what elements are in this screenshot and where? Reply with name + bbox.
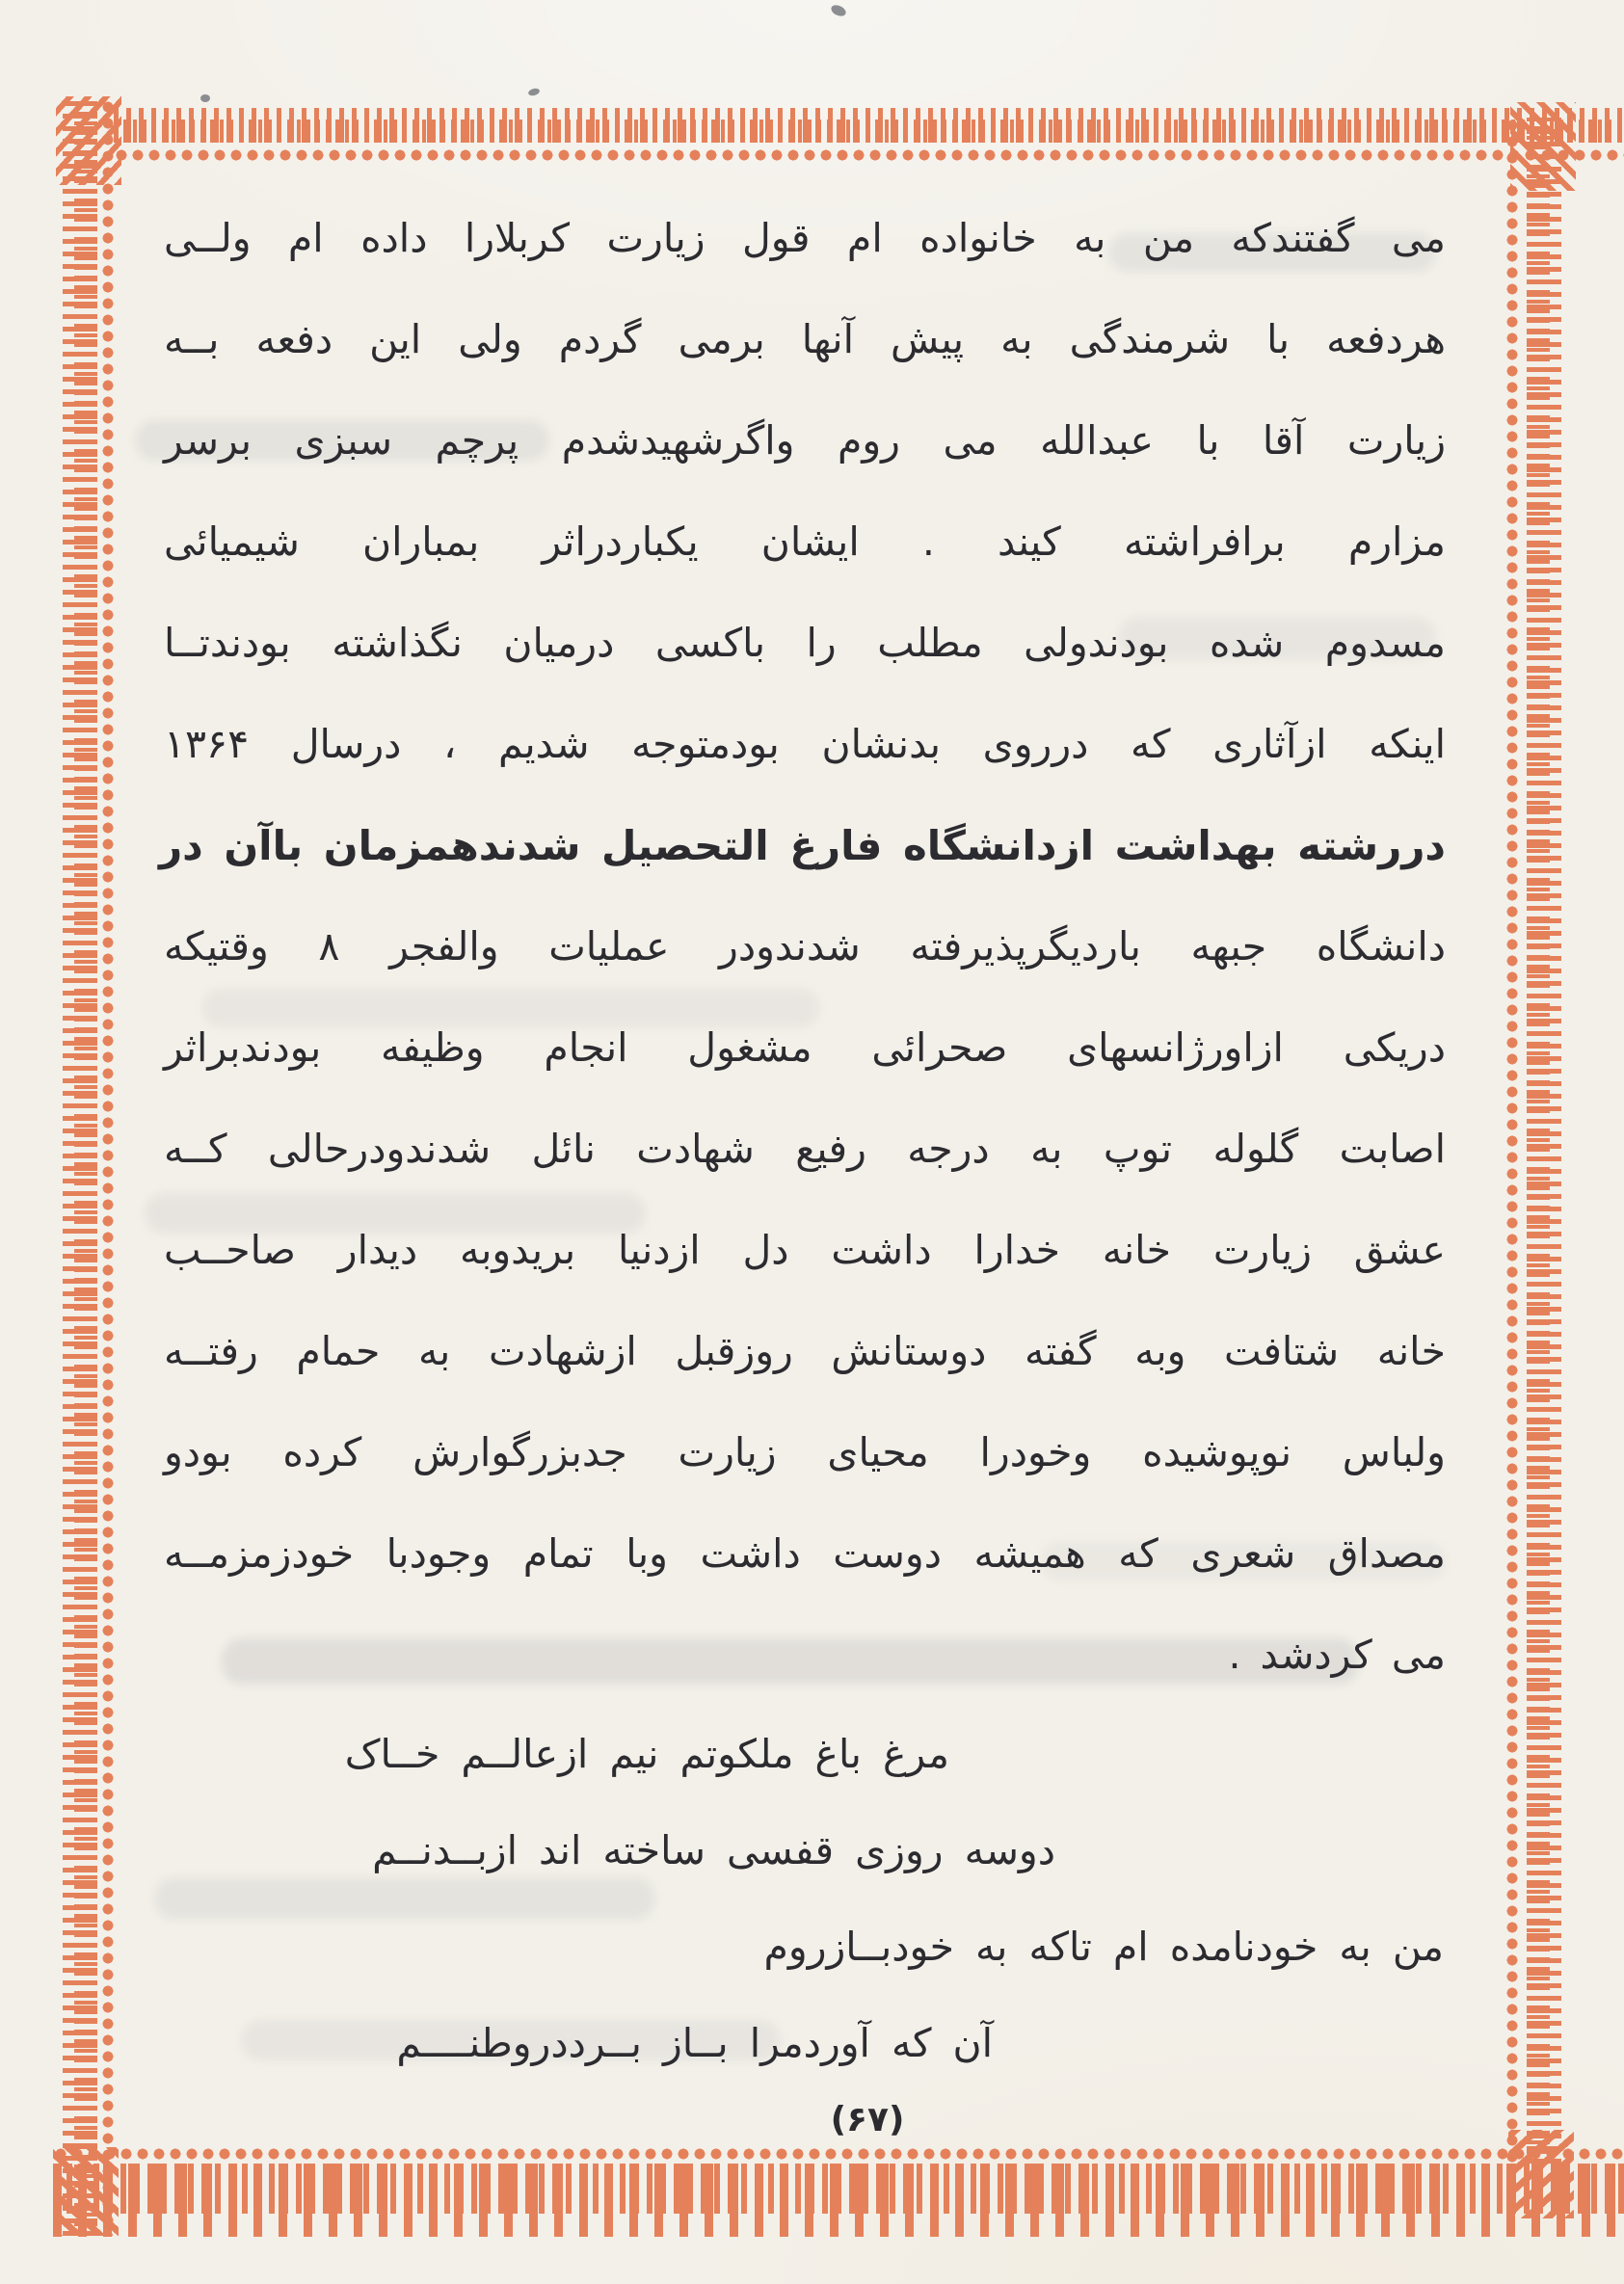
page-text-column xyxy=(158,188,1446,2149)
poem-line: مرغ باغ ملکوتم نیم ازعالــم خــاک xyxy=(344,1731,949,1777)
body-line: می گفتندکه من به خانواده ام قول زیارت کربلارا داده ام ولــی xyxy=(164,215,1446,261)
poem-line: دوسه روزی قفسی ساخته اند ازبــدنــم xyxy=(372,1827,1055,1873)
ornamental-border-corner-bottom-right xyxy=(1508,2130,1574,2218)
scan-speck xyxy=(200,94,210,102)
body-line: مصداق شعری که همیشه دوست داشت وبا تمام وجودبا خودزمزمــه xyxy=(164,1530,1446,1577)
ornamental-border-top xyxy=(114,102,1624,170)
body-line: ولباس نوپوشیده وخودرا محیای زیارت جدبزرگوارش کرده بودو xyxy=(164,1429,1446,1475)
body-line: دریکی ازاورژانسهای صحرائی مشغول انجام وظیفه بودندبراثر xyxy=(164,1024,1446,1071)
ornamental-border-right xyxy=(1504,118,1571,2164)
body-line: اصابت گلوله توپ به درجه رفیع شهادت نائل شدندودرحالی کــه xyxy=(164,1126,1446,1172)
body-line: اینکه ازآثاری که درروی بدنشان بودمتوجه شدیم ، درسال ۱۳۶۴ xyxy=(164,721,1446,767)
body-line: زیارت آقا با عبدالله می روم واگرشهیدشدم پرچم سبزی برسر xyxy=(164,417,1446,464)
ornamental-border-bottom xyxy=(53,2144,1624,2237)
body-line: مزارم برافراشته کیند . ایشان یکباردراثر بمباران شیمیائی xyxy=(164,518,1446,565)
body-line: مسدوم شده بودندولی مطلب را باکسی درمیان نگذاشته بودندتــا xyxy=(164,620,1446,666)
scan-speck xyxy=(527,88,540,97)
scan-speck xyxy=(830,3,848,18)
page-number: (۶۷) xyxy=(830,2100,905,2139)
body-line-emphasis: دررشته بهداشت ازدانشگاه فارغ التحصیل شدندهمزمان باآن در xyxy=(158,822,1446,869)
ornamental-border-left xyxy=(53,99,120,2236)
body-line: خانه شتافت وبه گفته دوستانش روزقبل ازشهادت به حمام رفتــه xyxy=(164,1328,1446,1374)
body-line: عشق زیارت خانه خدارا داشت دل ازدنیا بریدوبه دیدار صاحــب xyxy=(164,1227,1446,1273)
poem-line: من به خودنامده ام تاکه به خودبــازروم xyxy=(763,1924,1444,1970)
ornamental-border-corner-bottom-left xyxy=(53,2147,119,2236)
ornamental-border-corner-top-left xyxy=(56,96,121,185)
body-line: هردفعه با شرمندگی به پیش آنها برمی گردم ولی این دفعه بــه xyxy=(164,316,1446,362)
poem-line: آن که آوردمرا بــاز بــرددروطنــــم xyxy=(396,2020,993,2066)
ornamental-border-corner-top-right xyxy=(1510,102,1576,191)
body-line: می کردشد . xyxy=(1228,1632,1446,1678)
body-line: دانشگاه جبهه باردیگرپذیرفته شدندودر عملیات والفجر ۸ وقتیکه xyxy=(164,923,1446,969)
